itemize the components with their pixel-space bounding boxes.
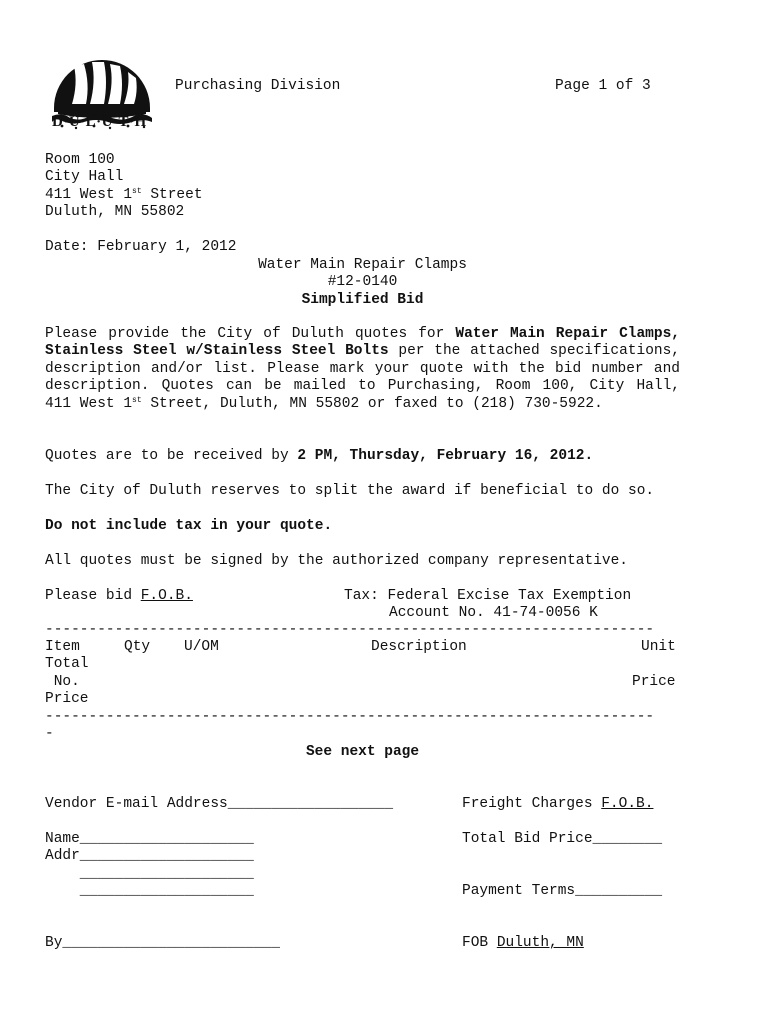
document-date: Date: February 1, 2012 bbox=[45, 239, 237, 255]
freight-charges: Freight Charges F.O.B. bbox=[462, 796, 654, 812]
signature-by-field[interactable]: By_________________________ bbox=[45, 935, 280, 951]
col-header-unit: Unit bbox=[641, 639, 676, 655]
vendor-name-field[interactable]: Name____________________ bbox=[45, 831, 254, 847]
bid-title: Water Main Repair Clamps bbox=[258, 257, 467, 273]
fob-destination: FOB Duluth, MN bbox=[462, 935, 584, 951]
col-header-item: Item bbox=[45, 639, 80, 655]
vendor-address-line2[interactable]: ____________________ bbox=[45, 866, 254, 882]
bid-type: Simplified Bid bbox=[301, 292, 424, 308]
tax-account-number: Account No. 41-74-0056 K bbox=[389, 605, 598, 621]
payment-terms-field[interactable]: Payment Terms__________ bbox=[462, 883, 663, 899]
address-line-room: Room 100 bbox=[45, 152, 115, 168]
col-header-unit-price: Price bbox=[632, 674, 676, 690]
intro-paragraph: Please provide the City of Duluth quotes for Water Main Repair Clamps, Stainless Steel w/Stainless Steel Bolts per the attached specifications, description and/or list. Please mark your quote with the bid number and description. Quotes can be mailed to Purchasing, Room 100, City Hall, 411 West 1st Street, Duluth, MN 55802 or faxed to (218) 730-5922. bbox=[45, 326, 680, 412]
vendor-address-field[interactable]: Addr____________________ bbox=[45, 848, 254, 864]
no-tax-notice: Do not include tax in your quote. bbox=[45, 518, 333, 534]
logo-wordmark: D·U·L·U·T·H bbox=[52, 114, 147, 130]
vendor-email-field[interactable]: Vendor E-mail Address___________________ bbox=[45, 796, 394, 812]
address-line-street: 411 West 1st Street bbox=[45, 187, 203, 203]
split-award-text: The City of Duluth reserves to split the award if beneficial to do so. bbox=[45, 483, 655, 499]
col-header-total: Total bbox=[45, 656, 89, 672]
tax-exemption: Tax: Federal Excise Tax Exemption bbox=[344, 588, 632, 604]
signature-requirement: All quotes must be signed by the authorized company representative. bbox=[45, 553, 628, 569]
address-line-cityhall: City Hall bbox=[45, 169, 124, 185]
address-line-city: Duluth, MN 55802 bbox=[45, 204, 185, 220]
total-bid-price-field[interactable]: Total Bid Price________ bbox=[462, 831, 663, 847]
table-divider-trail: - bbox=[45, 726, 54, 742]
col-header-no: No. bbox=[45, 674, 80, 690]
see-next-page: See next page bbox=[305, 744, 420, 760]
table-divider-top: ---------------------------------------------------------------------- bbox=[45, 622, 655, 638]
deadline-text: Quotes are to be received by 2 PM, Thursday, February 16, 2012. bbox=[45, 448, 594, 464]
division-name: Purchasing Division bbox=[175, 78, 341, 94]
col-header-total-price: Price bbox=[45, 691, 89, 707]
bid-fob: Please bid F.O.B. bbox=[45, 588, 193, 604]
col-header-qty: Qty bbox=[124, 639, 151, 655]
table-divider-bottom: ---------------------------------------------------------------------- bbox=[45, 709, 655, 725]
col-header-description: Description bbox=[371, 639, 467, 655]
page-number: Page 1 of 3 bbox=[555, 78, 651, 94]
bid-number: #12-0140 bbox=[327, 274, 398, 290]
col-header-uom: U/OM bbox=[184, 639, 219, 655]
vendor-address-line3[interactable]: ____________________ bbox=[45, 883, 254, 899]
